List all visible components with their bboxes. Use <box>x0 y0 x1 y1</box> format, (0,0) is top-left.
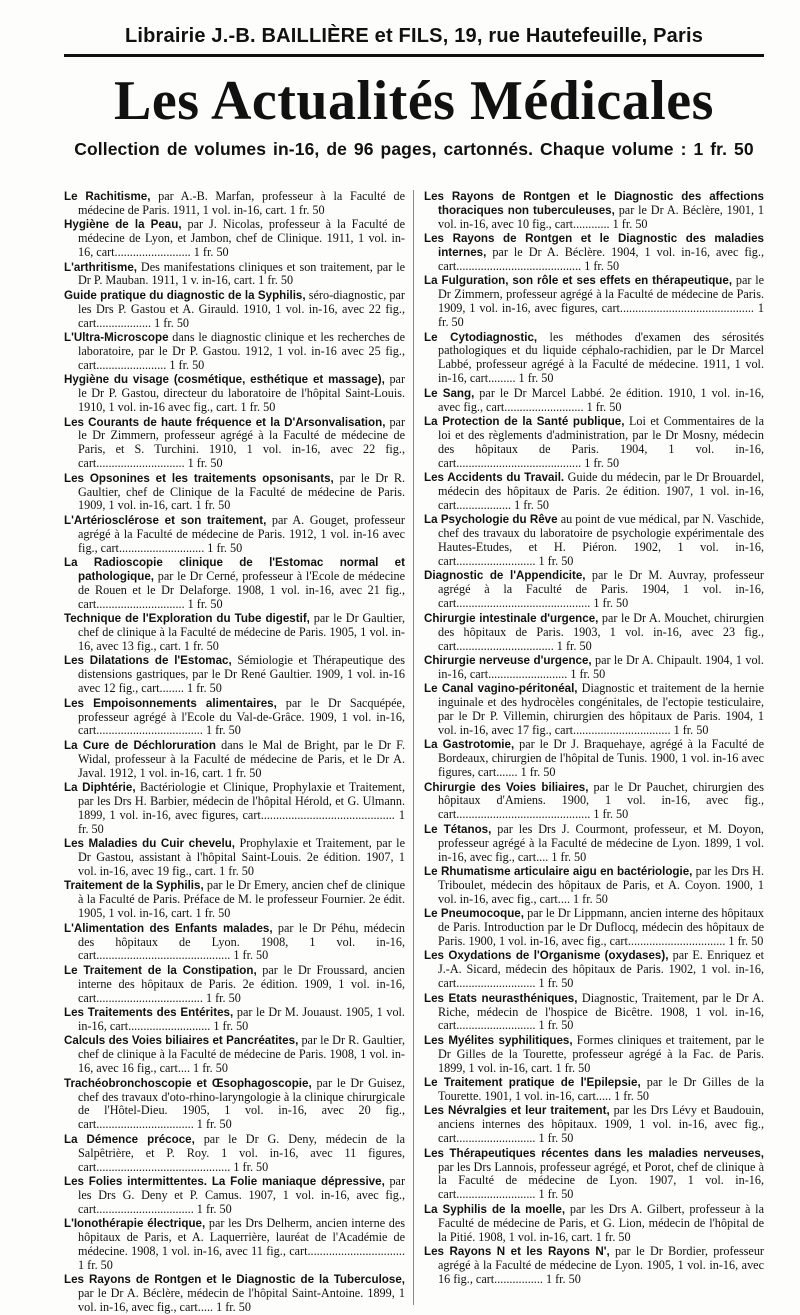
entry-title: Les Rayons N et les Rayons N', <box>424 1244 610 1258</box>
entry-details: par les Drs Delherm, ancien interne des hôpitaux de Paris, et A. Laquerrière, lauréat de l'Académie de médecine. 1908, 1 vol. in-16, avec 11 fig., cart................................ 1 fr. 50 <box>78 1216 405 1272</box>
catalogue-entry <box>64 472 405 514</box>
entry-details: par le Dr Zimmern, professeur agrégé à la Faculté de médecine de Paris, et S. Turchini. 1910, 1 vol. in-16, avec 22 fig., cart............................. 1 fr. 50 <box>78 414 406 471</box>
catalogue-entry <box>424 274 764 330</box>
entry-title: La Diphtérie, <box>64 781 136 795</box>
catalogue-entry <box>64 1133 405 1175</box>
entry-details: par J. Nicolas, professeur à la Faculté de médecine de Lyon, et Jambon, chef de Clinique. 1911, 1 vol. in-16, cart......................... 1 fr. 50 <box>78 217 405 260</box>
entry-details: par A. Gouget, professeur agrégé à la Faculté de médecine de Paris. 1912, 1 vol. in-16 avec fig., cart............................ 1 fr. 50 <box>78 512 405 555</box>
entry-title: La Démence précoce, <box>64 1132 195 1146</box>
entry-title: Les Traitements des Entérites, <box>64 1006 234 1020</box>
entry-details: par le Dr Marcel Labbé. 2e édition. 1910, 1 vol. in-16, avec fig., cart.......................... 1 fr. 50 <box>438 385 764 414</box>
entry-details: par A.-B. Marfan, professeur à la Faculté de médecine de Paris. 1911, 1 vol. in-16, cart. 1 fr. 50 <box>78 189 405 217</box>
catalogue-entry <box>424 513 764 569</box>
entry-title: Les Etats neurasthéniques, <box>424 991 578 1005</box>
entry-title: Le Rachitisme, <box>64 190 151 203</box>
entry-title: Trachéobronchoscopie et Œsophagoscopie, <box>64 1076 312 1090</box>
entry-details: Loi et Commentaires de la loi et des règlements d'administration, par le Dr Mosny, médecin des hôpitaux de Paris. 1904, 1 vol. in-16, cart......................................... 1 fr. 50 <box>438 414 764 470</box>
entry-details: dans le diagnostic clinique et les recherches de laboratoire, par le Dr P. Gastou. 1912, 1 vol. in-16 avec 25 fig., cart....................... 1 fr. 50 <box>78 330 405 372</box>
entry-title: Les Opsonines et les traitements opsonisants, <box>64 471 334 485</box>
entry-title: La Psychologie du Rêve <box>424 513 558 527</box>
entry-title: Les Rayons de Rontgen et le Diagnostic de la Tuberculose, <box>64 1273 405 1287</box>
entry-title: La Fulguration, son rôle et ses effets en thérapeutique, <box>424 274 733 288</box>
entry-details: par le Dr Pauchet, chirurgien des hôpitaux d'Amiens. 1900, 1 vol. in-16, avec fig., cart............................................ 1 fr. 50 <box>438 779 764 822</box>
entry-title: Les Thérapeutiques récentes dans les maladies nerveuses, <box>424 1146 764 1160</box>
entry-title: Technique de l'Exploration du Tube digestif, <box>64 612 310 626</box>
entry-details: par les Drs Lévy et Baudouin, anciens internes des hôpitaux. 1909, 1 vol. in-16, avec fig., cart.......................... 1 fr. 50 <box>438 1103 764 1146</box>
entry-details: dans le Mal de Bright, par le Dr F. Widal, professeur à la Faculté de médecine de Paris, et le Dr A. Javal. 1912, 1 vol. in-16, cart. 1 fr. 50 <box>78 737 406 780</box>
series-title: Les Actualités Médicales <box>114 70 714 132</box>
catalogue-entry <box>64 514 405 556</box>
entry-title: Les Myélites syphilitiques, <box>424 1033 573 1047</box>
catalogue-entry <box>424 569 764 611</box>
catalogue-entry <box>64 218 405 260</box>
catalogue-entry <box>64 1006 405 1034</box>
entry-title: L'Artériosclérose et son traitement, <box>64 513 267 527</box>
entry-details: par le Dr Péhu, médecin des hôpitaux de Lyon. 1908, 1 vol. in-16, cart............................................ 1 fr. 50 <box>78 920 406 963</box>
catalogue-entry <box>64 289 405 331</box>
entry-title: Les Dilatations de l'Estomac, <box>64 654 232 668</box>
entry-details: par le Dr A. Mouchet, chirurgien des hôpitaux de Paris. 1903, 1 vol. in-16, avec 23 fig., cart................................ 1 fr. 50 <box>438 610 765 653</box>
catalogue-entry <box>424 1076 764 1104</box>
entry-title: Hygiène du visage (cosmétique, esthétique et massage), <box>64 373 385 387</box>
entry-details: par le Dr M. Auvray, professeur agrégé à la Faculté de Paris. 1904, 1 vol. in-16, cart............................................ 1 fr. 50 <box>438 568 764 611</box>
entry-details: par le Dr Guisez, chef des travaux d'oto-rhino-laryngologie à la clinique chirurgicale de l'Hôtel-Dieu. 1905, 1 vol. in-16, avec 20 fig., cart................................ 1 fr. 50 <box>78 1075 405 1132</box>
catalogue-entry <box>64 879 405 921</box>
catalogue-entry <box>64 331 405 373</box>
catalogue-entry <box>424 823 764 865</box>
entry-details: au point de vue médical, par N. Vaschide, chef des travaux du laboratoire de psychologie expérimentale des Hautes-Etudes, et H. Piéron. 1902, 1 vol. in-16, cart.......................... 1 fr. 50 <box>438 512 764 569</box>
catalogue-entry <box>64 373 405 415</box>
entry-title: Le Pneumocoque, <box>424 907 524 921</box>
catalogue-entry <box>424 1104 764 1146</box>
entry-title: Les Rayons de Rontgen et le Diagnostic des affections thoraciques non tuberculeuses, <box>424 190 764 217</box>
entry-title: Diagnostic de l'Appendicite, <box>424 569 586 583</box>
catalogue-entry <box>64 697 405 739</box>
entry-details: par E. Enriquez et J.-A. Sicard, médecin des hôpitaux de Paris. 1902, 1 vol. in-16, cart.......................... 1 fr. 50 <box>438 948 764 991</box>
entry-title: Guide pratique du diagnostic de la Syphilis, <box>64 288 306 302</box>
entry-details: par le Dr R. Gaultier, chef de Clinique de la Faculté de médecine de Paris. 1909, 1 vol. in-16, cart. 1 fr. 50 <box>78 470 405 513</box>
catalogue-entry <box>64 190 405 218</box>
catalogue-entry <box>424 387 764 415</box>
catalogue-entry <box>64 261 405 289</box>
entry-title: Chirurgie des Voies biliaires, <box>424 780 589 794</box>
entry-title: La Radioscopie clinique de l'Estomac normal et pathologique, <box>64 556 405 583</box>
entry-title: Le Cytodiagnostic, <box>424 330 538 344</box>
entry-title: Le Rhumatisme articulaire aigu en bactériologie, <box>424 865 693 878</box>
catalogue-entry <box>424 992 764 1034</box>
entry-details: par le Dr A. Béclère. 1904, 1 vol. in-16, avec fig., cart......................................... 1 fr. 50 <box>438 245 764 274</box>
catalogue-entry <box>64 739 405 781</box>
entry-details: les méthodes d'examen des sérosités pathologiques et du liquide céphalo-rachidien, par le Dr Marcel Labbé, professeur agrégé à la Faculté de médecine. 1911, 1 vol. in-16, cart......... 1 fr. 50 <box>438 329 764 386</box>
entry-title: L'Alimentation des Enfants malades, <box>64 921 273 935</box>
entry-title: Les Rayons de Rontgen et le Diagnostic des maladies internes, <box>424 232 764 260</box>
catalogue-entry <box>64 654 405 696</box>
entry-details: par le Dr Gilles de la Tourette. 1901, 1 vol. in-16, cart..... 1 fr. 50 <box>438 1075 764 1103</box>
catalogue-entry <box>424 949 764 991</box>
collection-info: Collection de volumes in-16, de 96 pages, cartonnés. Chaque volume : 1 fr. 50 <box>74 139 754 159</box>
entry-details: par les Drs Lannois, professeur agrégé, et Porot, chef de clinique à la Faculté de médecine de Lyon. 1907, 1 vol. in-16, cart.......................... 1 fr. 50 <box>438 1159 764 1202</box>
entry-title: La Protection de la Santé publique, <box>424 415 625 428</box>
entry-details: par le Dr Lippmann, ancien interne des hôpitaux de Paris. Introduction par le Dr Duflocq, médecin des hôpitaux de Paris. 1900, 1 vol. in-16, avec fig., cart................................ 1 fr. 50 <box>438 906 764 949</box>
catalogue-entry <box>424 471 764 513</box>
catalogue-entry <box>64 1175 405 1217</box>
entry-title: Les Névralgies et leur traitement, <box>424 1104 610 1118</box>
entry-details: par le Dr A. Chipault. 1904, 1 vol. in-16, cart.......................... 1 fr. 50 <box>438 652 764 681</box>
entry-details: Sémiologie et Thérapeutique des distensions gastriques, par le Dr René Gaultier. 1909, 1 vol. in-16 avec 12 fig., cart........ 1 fr. 50 <box>78 653 405 696</box>
catalogue-entry <box>424 232 764 274</box>
entry-title: Les Maladies du Cuir chevelu, <box>64 837 236 851</box>
catalogue-entry <box>424 865 764 907</box>
catalogue-entry <box>424 1147 764 1203</box>
entry-title: Traitement de la Syphilis, <box>64 879 204 893</box>
header-rule <box>64 54 764 57</box>
catalogue-entry <box>64 1034 405 1076</box>
entry-details: par le Dr Gaultier, chef de clinique à la Faculté de médecine de Paris. 1905, 1 vol. in-16, avec 13 fig., cart. 1 fr. 50 <box>78 611 405 653</box>
catalogue-entry <box>424 190 764 232</box>
entry-title: Les Accidents du Travail. <box>424 471 565 485</box>
entry-details: par le Dr Froussard, ancien interne des hôpitaux de Paris. 2e édition. 1909, 1 vol. in-16, cart................................... 1 fr. 50 <box>78 962 405 1005</box>
entry-details: par le Dr Sacquépée, professeur agrégé à l'Ecole du Val-de-Grâce. 1909, 1 vol. in-16, cart................................... 1 fr. 50 <box>78 695 405 738</box>
catalogue-entry <box>64 1217 405 1273</box>
entry-title: Les Oxydations de l'Organisme (oxydases), <box>424 949 669 963</box>
entry-details: par le Dr M. Jouaust. 1905, 1 vol. in-16, cart........................... 1 fr. 50 <box>78 1005 405 1033</box>
entry-details: Guide du médecin, par le Dr Brouardel, médecin des hôpitaux de Paris. 2e édition. 1907, 1 vol. in-16, cart.................. 1 fr. 50 <box>438 470 765 512</box>
catalogue-entry <box>64 1273 405 1315</box>
catalogue-entry <box>424 415 764 471</box>
entry-title: L'arthritisme, <box>64 260 137 274</box>
entry-title: L'Ultra-Microscope <box>64 331 169 345</box>
entry-title: Le Canal vagino-péritonéal, <box>424 682 578 696</box>
entry-details: Diagnostic, Traitement, par le Dr A. Riche, médecin de l'hospice de Bicêtre. 1908, 1 vol. in-16, cart.......................... 1 fr. 50 <box>438 990 765 1033</box>
catalogue-entry <box>64 556 405 612</box>
entry-details: Diagnostic et traitement de la hernie inguinale et des hydrocèles congénitales, de l'ectopie testiculaire, par le Dr P. Villemin, chirurgien des hôpitaux de Paris. 1904, 1 vol. in-16, avec 17 fig., cart................................ 1 fr. 50 <box>438 681 764 737</box>
catalogue-entry <box>424 612 764 654</box>
entry-title: Le Traitement de la Constipation, <box>64 963 257 977</box>
catalogue-entry <box>424 738 764 780</box>
catalogue-entry <box>64 612 405 654</box>
entry-details: par le Dr A. Béclère, 1901, 1 vol. in-16, avec 10 fig., cart............ 1 fr. 50 <box>438 202 765 231</box>
entry-title: Le Tétanos, <box>424 822 492 836</box>
entry-details: par le Dr Bordier, professeur agrégé à la Faculté de médecine de Lyon. 1905, 1 vol. in-16, avec 16 fig., cart................ 1 fr. 50 <box>438 1243 764 1286</box>
catalogue-entry <box>424 781 764 823</box>
entry-title: Les Empoisonnements alimentaires, <box>64 696 277 710</box>
catalogue-entry <box>424 1034 764 1076</box>
entry-title: Chirurgie nerveuse d'urgence, <box>424 653 592 667</box>
catalogue-entry <box>424 682 764 738</box>
entry-details: par le Dr J. Braquehaye, agrégé à la Faculté de Bordeaux, chirurgien de l'hôpital de Tunis. 1900, 1 vol. in-16 avec figures, cart....... 1 fr. 50 <box>438 737 764 780</box>
entry-title: L'Ionothérapie électrique, <box>64 1217 206 1231</box>
entry-title: Chirurgie intestinale d'urgence, <box>424 611 599 625</box>
entry-details: par le Dr Cerné, professeur à l'Ecole de médecine de Rouen et le Dr Delaforge. 1908, 1 vol. in-16, avec 21 fig., cart............................. 1 fr. 50 <box>78 568 405 611</box>
entry-details: par le Dr Emery, ancien chef de clinique à la Faculté de Paris. Préface de M. le professeur Fournier. 2e édit. 1905, 1 vol. in-16, cart. 1 fr. 50 <box>78 878 405 921</box>
entry-details: par le Dr A. Béclère, médecin de l'hôpital Saint-Antoine. 1899, 1 vol. in-16, avec fig., cart..... 1 fr. 50 <box>78 1286 405 1315</box>
catalogue-entry <box>424 654 764 682</box>
entry-details: par le Dr P. Gastou, directeur du laboratoire de l'hôpital Saint-Louis. 1910, 1 vol. in-16 avec fig., cart. 1 fr. 50 <box>78 372 406 415</box>
catalogue-entry <box>64 1077 405 1133</box>
entry-details: Des manifestations cliniques et son traitement, par le Dr P. Mauban. 1911, 1 v. in-16, cart. 1 fr. 50 <box>78 259 405 288</box>
entry-title: Les Folies intermittentes. La Folie maniaque dépressive, <box>64 1174 385 1188</box>
catalogue-entry <box>64 922 405 964</box>
publisher-line: Librairie J.-B. BAILLIÈRE et FILS, 19, rue Hautefeuille, Paris <box>124 25 704 47</box>
entry-details: par les Drs H. Triboulet, médecin des hôpitaux de Paris, et A. Coyon. 1900, 1 vol. in-16, avec fig., cart.... 1 fr. 50 <box>438 864 764 906</box>
entry-details: par les Drs J. Courmont, professeur, et M. Doyon, professeur agrégé à la Faculté de médecine de Lyon. 1899, 1 vol. in-16, avec fig., cart.... 1 fr. 50 <box>438 821 764 864</box>
catalogue-entry <box>64 837 405 879</box>
entry-details: par les Drs A. Gilbert, professeur à la Faculté de médecine de Paris, et G. Lion, médecin de l'hôpital de la Pitié. 1908, 1 vol. in-16, cart. 1 fr. 50 <box>438 1201 764 1244</box>
entry-details: Formes cliniques et traitement, par le Dr Gilles de la Tourette, professeur agrégé à la Fac. de Paris. 1899, 1 vol. in-16, cart. 1 fr. 50 <box>438 1032 765 1075</box>
catalogue-entry <box>64 781 405 837</box>
entry-details: par les Drs G. Deny et P. Camus. 1907, 1 vol. in-16, avec fig., cart................................ 1 fr. 50 <box>78 1173 406 1216</box>
catalogue-entry <box>424 331 764 387</box>
entry-title: Les Courants de haute fréquence et la D'Arsonvalisation, <box>64 415 386 429</box>
left-column <box>64 189 414 1315</box>
catalogue-entry <box>424 907 764 949</box>
entry-title: Calculs des Voies biliaires et Pancréatites, <box>64 1034 299 1048</box>
entry-details: par le Dr R. Gaultier, chef de clinique à la Faculté de médecine de Paris. 1908, 1 vol. in-16, avec 16 fig., cart.... 1 fr. 50 <box>78 1033 405 1076</box>
entry-title: La Cure de Déchloruration <box>64 738 216 752</box>
catalogue-columns <box>64 189 765 1315</box>
entry-details: par le Dr G. Deny, médecin de la Salpêtrière, et P. Roy. 1 vol. in-16, avec 11 figures, cart............................................ 1 fr. 50 <box>78 1131 405 1174</box>
catalogue-entry <box>424 1245 764 1287</box>
catalogue-entry <box>64 416 405 472</box>
entry-title: Le Sang, <box>424 386 475 400</box>
entry-details: par le Dr Zimmern, professeur agrégé à la Faculté de médecine de Paris. 1909, 1 vol. in-16, avec figures, cart............................................ 1 fr. 50 <box>438 273 764 330</box>
right-column <box>414 190 764 1305</box>
entry-details: Prophylaxie et Traitement, par le Dr Gastou, assistant à l'hôpital Saint-Louis. 2e édition. 1907, 1 vol. in-16, avec 19 fig., cart. 1 fr. 50 <box>78 836 405 878</box>
catalogue-entry <box>64 964 405 1006</box>
entry-title: Le Traitement pratique de l'Epilepsie, <box>424 1076 641 1090</box>
entry-title: La Gastrotomie, <box>424 738 515 752</box>
entry-details: Bactériologie et Clinique, Prophylaxie et Traitement, par les Drs H. Barbier, médecin de l'hôpital Hérold, et G. Ulmann. 1899, 1 vol. in-16, avec figures, cart............................................ 1 fr. 50 <box>78 780 405 836</box>
entry-title: La Syphilis de la moelle, <box>424 1202 566 1216</box>
entry-title: Hygiène de la Peau, <box>64 218 182 232</box>
catalogue-entry <box>424 1203 764 1245</box>
entry-details: séro-diagnostic, par les Drs P. Gastou et A. Girauld. 1910, 1 vol. in-16, avec 22 fig., cart.................. 1 fr. 50 <box>78 287 405 330</box>
